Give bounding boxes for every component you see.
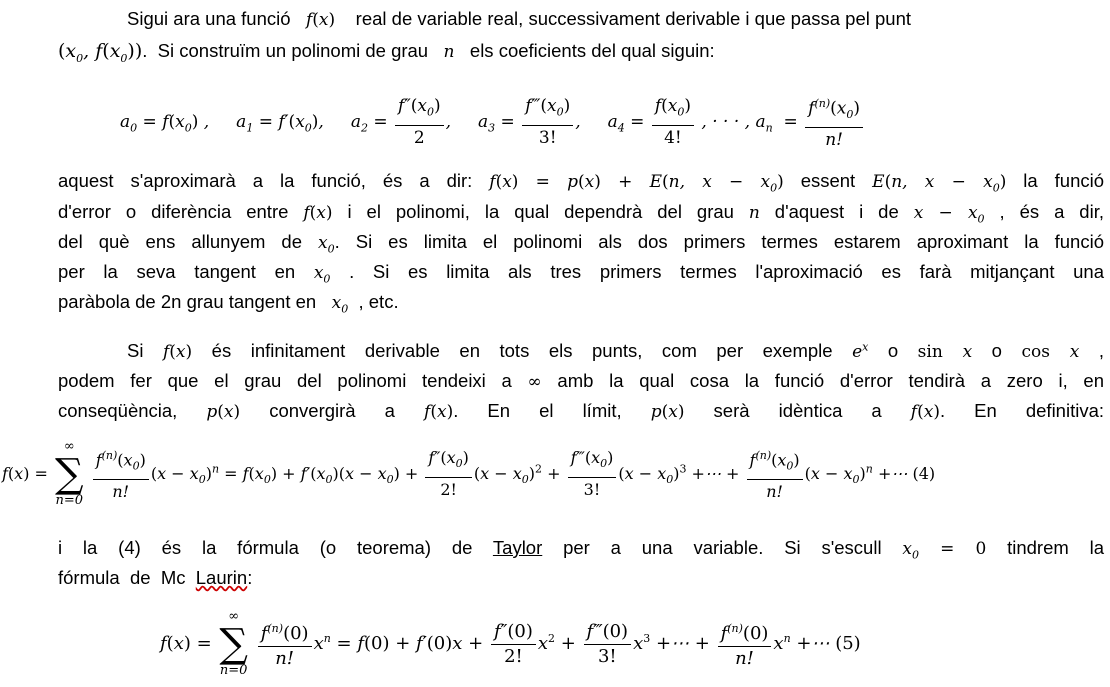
paragraph-1-line-1: Sigui ara una funció f(x) real de variable real, successivament derivable i que passa pel punt bbox=[127, 8, 912, 30]
paragraph-2-line-1: aquest s'aproximarà a la funció, és a dir: f(x) = p(x) + E(n, $x - x_0$) essent E(n, $x - x_0$) la funció bbox=[58, 170, 1105, 195]
paragraph-2-line-2: d'error o diferència entre f(x) i el polinomi, la qual dependrà del grau n d'aquest i de $x - x_0$ , és a dir, bbox=[58, 201, 1104, 226]
paragraph-3-line-1: Si f(x) és infinitament derivable en tots els punts, com per exemple $e^x$ o sin x o cos x , bbox=[127, 340, 1105, 362]
paragraph-2-line-3: del què ens allunyem de $x_0$. Si es limita el polinomi als dos primers termes estarem aproximant la funció bbox=[58, 231, 1104, 256]
maclaurin-series-equation: f(x) = ∞ ∑ n=0 $\frac{f^{(n)}(0)}{n!}$ $x^n = f(0) + f'(0)x$ + $\frac{f''(0)}{2!}$ $x^2$ + $\frac{f‴(0)}{3!}$ $x^3$ +⋯ + $\frac{f^{(n)}(0)}{n!}$ $x^n$ +⋯ (5) bbox=[160, 609, 861, 678]
paragraph-2-line-4: per la seva tangent en $x_0$ . Si es limita als tres primers termes l'aproximació es farà mitjançant una bbox=[58, 261, 1104, 286]
taylor-series-equation: f(x) = ∞ ∑ n=0 $\frac{f^{(n)}(x_0)}{n!}$ $(x - x_0)^n = f(x_0) + f'(x_0)(x - x_0)$ + $\frac{f''(x_0)}{2!}$ $(x - x_0)^2$ + $\frac{f‴(x_0)}{3!}$ $(x - x_0)^3$ +⋯ + $\frac{f^{(n)}(x_0)}{n!}$ $(x - x_0)^n$ +⋯ (4) bbox=[2, 439, 936, 508]
paragraph-1-line-2: ($x_0$, $f(x_0)$). Si construïm un polinomi de grau n els coeficients del qual siguin: bbox=[58, 40, 715, 65]
paragraph-3-line-3: conseqüència, p(x) convergirà a f(x). En el límit, p(x) serà idèntica a f(x). En definitiva: bbox=[58, 400, 1105, 422]
paragraph-2-line-5: paràbola de 2n grau tangent en $x_0$ , etc. bbox=[58, 291, 399, 316]
coefficients-formula: $a_0 = f(x_0)$ , $a_1 = f'(x_0)$, $a_2$ = $\frac{f''(x_0)}{2}$ , $a_3$ = $\frac{f‴(x_0)}{3!}$ , $a_4$ = $\frac{f(x_0)}{4!}$ , · · · , $a_n$ = $\frac{f^{(n)}(x_0)}{n!}$ bbox=[120, 92, 865, 152]
paragraph-4-line-1: i la (4) és la fórmula (o teorema) de Taylor per a una variable. Si s'escull $x_0 = 0$ tindrem la bbox=[58, 537, 1105, 562]
paragraph-4-line-2: fórmula de Mc Laurin: bbox=[58, 567, 253, 588]
paragraph-3-line-2: podem fer que el grau del polinomi tendeixi a ∞ amb la qual cosa la funció d'error tendirà a zero i, en bbox=[58, 370, 1104, 392]
